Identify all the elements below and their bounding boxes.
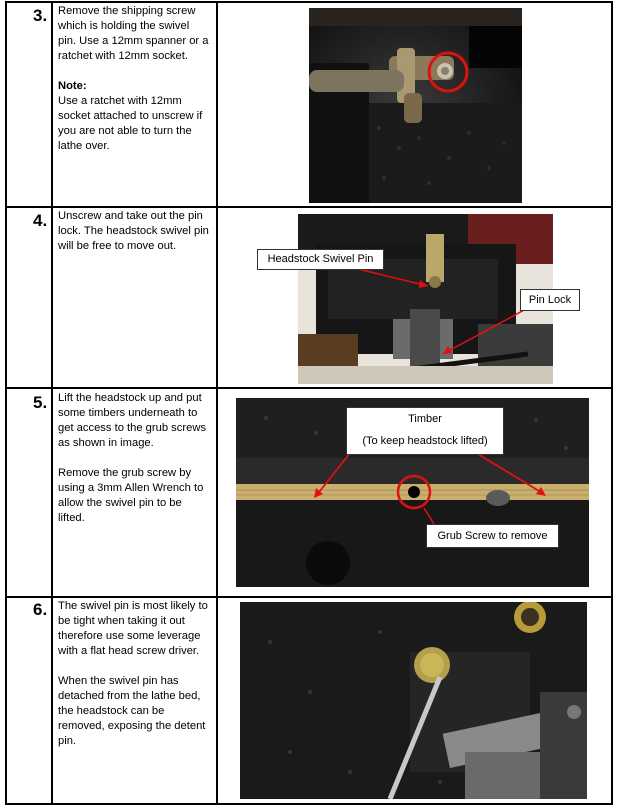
timber-label [346, 407, 504, 455]
step-description: Remove the shipping screw which is holding the swivel pin. Use a 12mm spanner or a ratchet with 12mm socket. [58, 5, 209, 62]
row-divider [5, 206, 613, 208]
column-divider [51, 1, 53, 805]
step-6-photo [240, 602, 587, 799]
table-border-bottom [5, 803, 613, 805]
step-description-continued: When the swivel pin has detached from the lathe bed, the headstock can be removed, exposing the detent pin. [58, 675, 206, 747]
row-divider [5, 596, 613, 598]
callout-arrows [298, 214, 553, 384]
note-heading: Note: [58, 80, 87, 92]
step-instructions [58, 209, 210, 254]
step-number: 4. [33, 211, 48, 230]
grub-screw-label: Grub Screw to remove [426, 524, 559, 548]
step-number: 6. [33, 600, 48, 619]
step-number: 5. [33, 393, 48, 412]
pin-lock-label: Pin Lock [520, 289, 580, 311]
step-4-photo [298, 214, 553, 384]
step-description: Lift the headstock up and put some timbers underneath to get access to the grub screws as shown in image. [58, 392, 206, 449]
headstock-swivel-pin-label: Headstock Swivel Pin [257, 249, 384, 270]
row-divider [5, 387, 613, 389]
timber-subtitle: (To keep headstock lifted) [362, 435, 488, 447]
table-border-right [611, 1, 613, 805]
step-number: 3. [33, 6, 48, 25]
step-description-continued: Remove the grub screw by using a 3mm Allen Wrench to allow the swivel pin to be lifted. [58, 467, 204, 524]
swivel-pin-removal-photo-illustration [240, 602, 587, 799]
table-border-top [5, 1, 613, 3]
lathe-bed-photo-illustration [309, 8, 522, 203]
step-instructions [58, 391, 210, 526]
step-description: The swivel pin is most likely to be tight when taking it out therefore use some leverage with a flat head screw driver. [58, 600, 208, 657]
table-border-left [5, 1, 7, 805]
step-instructions [58, 599, 210, 749]
step-description: Unscrew and take out the pin lock. The headstock swivel pin will be free to move out. [58, 210, 209, 252]
step-instructions [58, 4, 210, 154]
column-divider [216, 1, 218, 805]
timber-title: Timber [408, 413, 442, 425]
step-3-photo [309, 8, 522, 203]
note-text: Use a ratchet with 12mm socket attached to unscrew if you are not able to turn the lathe over. [58, 95, 203, 152]
